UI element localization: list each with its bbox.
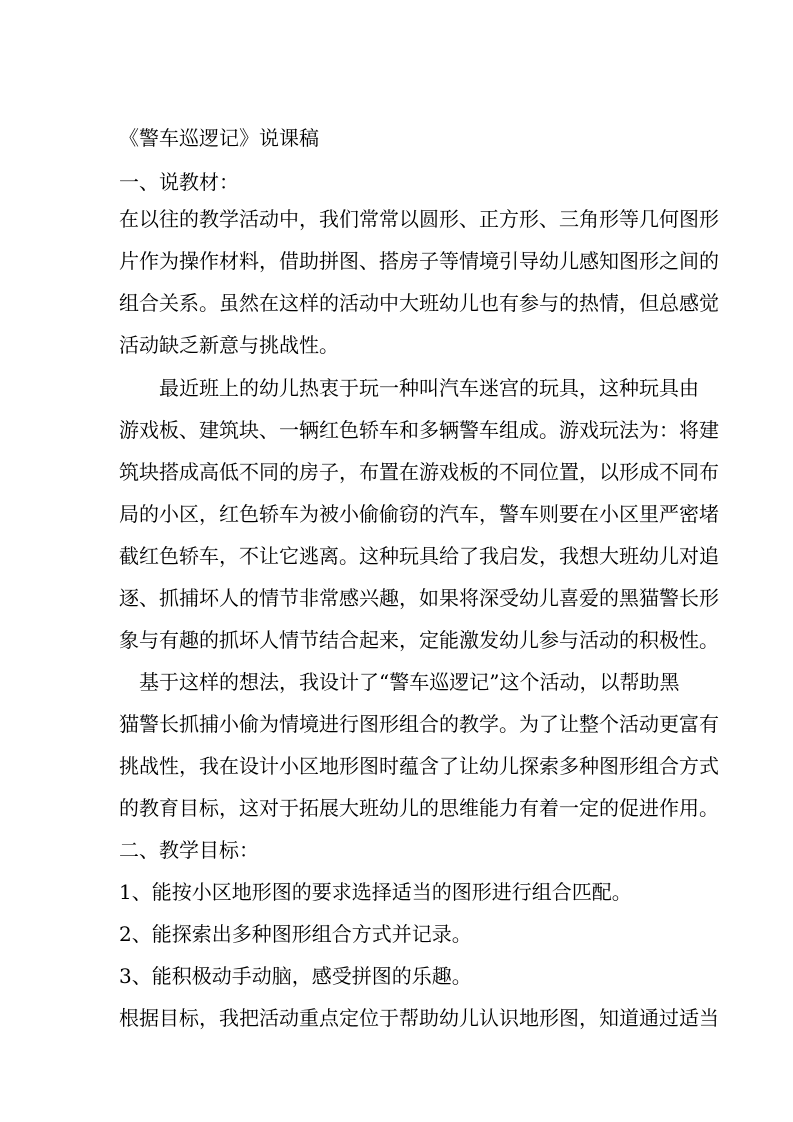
paragraph-line: 游戏板、建筑块、一辆红色轿车和多辆警车组成。游戏玩法为：将建 (119, 418, 719, 442)
paragraph-line: 活动缺乏新意与挑战性。 (119, 333, 339, 357)
paragraph-line: 猫警长抓捕小偷为情境进行图形组合的教学。为了让整个活动更富有 (119, 712, 719, 736)
section-heading-teaching-material: 一、说教材： (119, 170, 239, 194)
paragraph-line: 筑块搭成高低不同的房子，布置在游戏板的不同位置，以形成不同布 (119, 460, 719, 484)
paragraph-line: 基于这样的想法，我设计了“警车巡逻记”这个活动，以帮助黑 (119, 670, 680, 694)
section-heading-teaching-goals: 二、教学目标： (119, 838, 259, 862)
paragraph-line: 象与有趣的抓坏人情节结合起来，定能激发幼儿参与活动的积极性。 (119, 628, 719, 652)
paragraph-line: 片作为操作材料，借助拼图、搭房子等情境引导幼儿感知图形之间的 (119, 249, 719, 273)
paragraph-line: 的教育目标，这对于拓展大班幼儿的思维能力有着一定的促进作用。 (119, 796, 719, 820)
paragraph-line: 在以往的教学活动中，我们常常以圆形、正方形、三角形等几何图形 (119, 207, 719, 231)
paragraph-line: 组合关系。虽然在这样的活动中大班幼儿也有参与的热情，但总感觉 (119, 291, 719, 315)
document-title: 《警车巡逻记》说课稿 (119, 126, 319, 150)
paragraph-line: 截红色轿车，不让它逃离。这种玩具给了我启发，我想大班幼儿对追 (119, 544, 719, 568)
paragraph-line: 最近班上的幼儿热衷于玩一种叫汽车迷宫的玩具，这种玩具由 (119, 376, 699, 400)
paragraph-line: 逐、抓捕坏人的情节非常感兴趣，如果将深受幼儿喜爱的黑猫警长形 (119, 586, 719, 610)
goal-item: 3、能积极动手动脑，感受拼图的乐趣。 (119, 964, 472, 988)
goal-item: 1、能按小区地形图的要求选择适当的图形进行组合匹配。 (119, 880, 632, 904)
paragraph-line: 局的小区，红色轿车为被小偷偷窃的汽车，警车则要在小区里严密堵 (119, 502, 719, 526)
paragraph-line: 根据目标，我把活动重点定位于帮助幼儿认识地形图，知道通过适当 (119, 1006, 719, 1030)
paragraph-line: 挑战性，我在设计小区地形图时蕴含了让幼儿探索多种图形组合方式 (119, 754, 719, 778)
goal-item: 2、能探索出多种图形组合方式并记录。 (119, 922, 472, 946)
